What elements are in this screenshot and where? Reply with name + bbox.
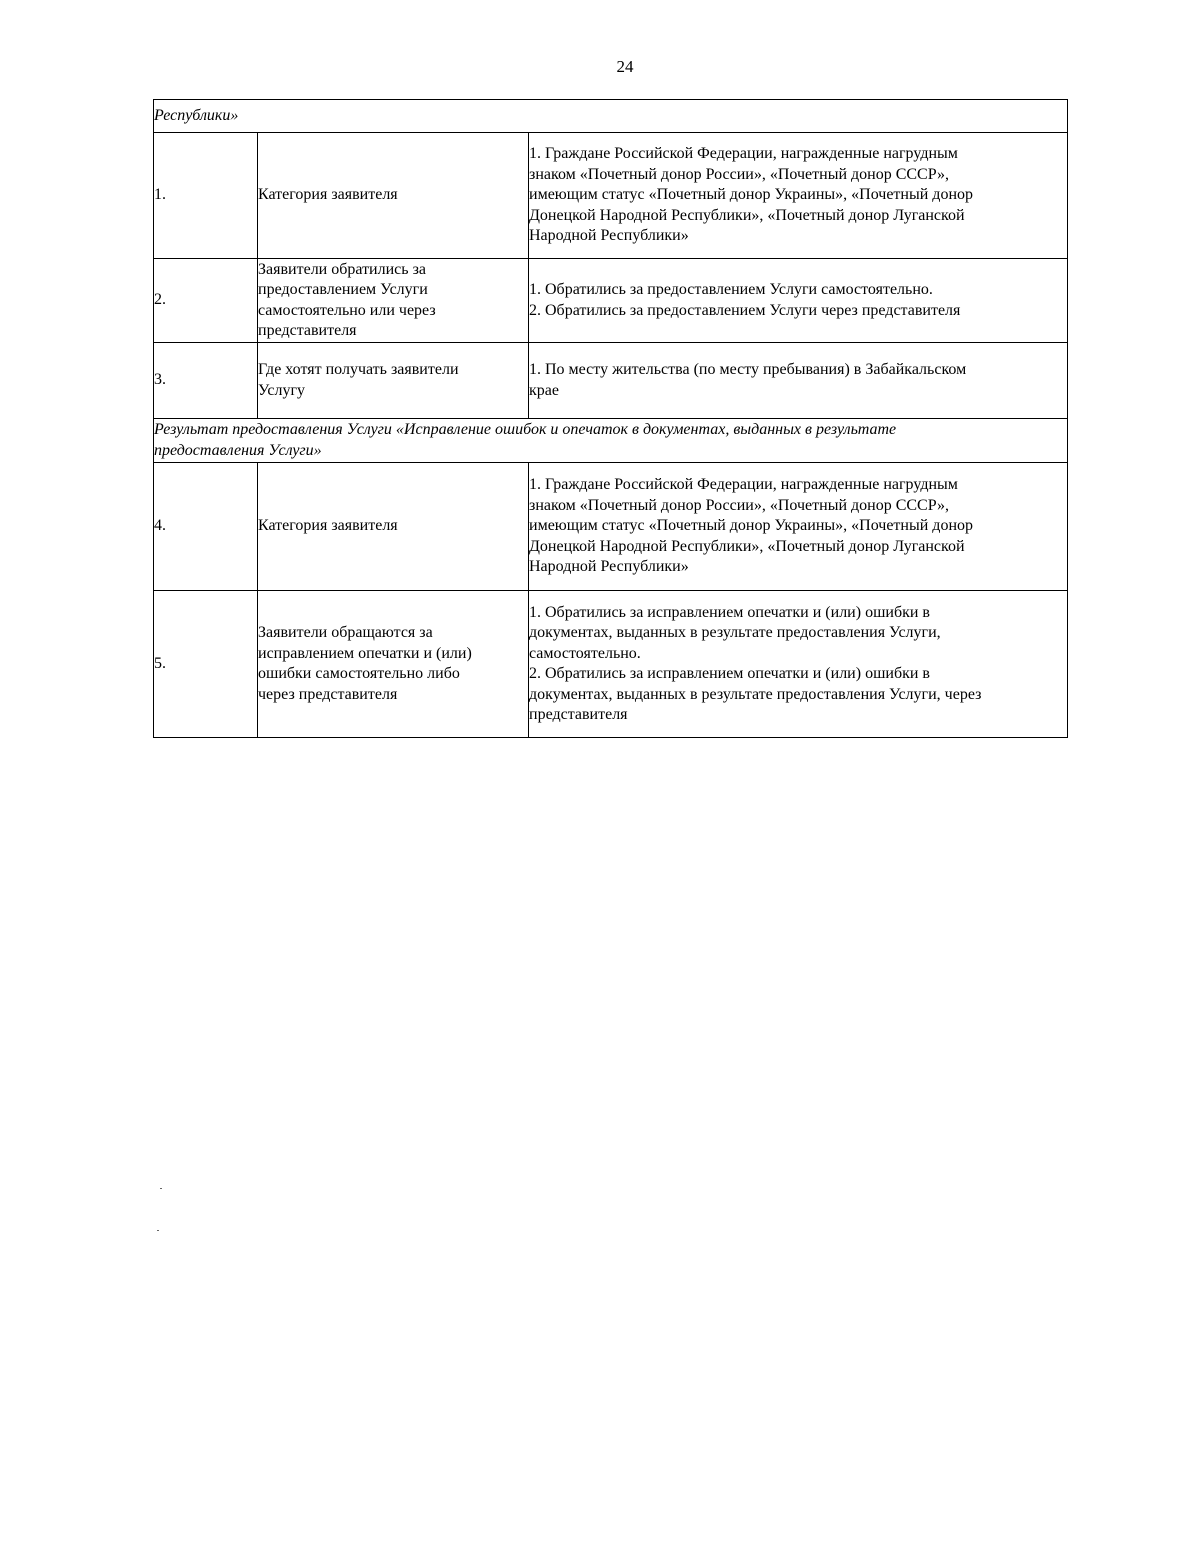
row-label-line: самостоятельно или через <box>258 301 436 319</box>
row-label-line: Где хотят получать заявители <box>258 361 459 378</box>
row-value-line: 1. Граждане Российской Федерации, награжденные нагрудным <box>529 145 958 163</box>
row-label-line: Услугу <box>258 381 306 399</box>
row-value-line: документах, выданных в результате предоставления Услуги, через <box>529 685 982 703</box>
applicant-options-table <box>153 99 1068 738</box>
section-heading <box>154 100 1068 133</box>
scan-speck <box>160 1188 162 1189</box>
row-value-line: документах, выданных в результате предоставления Услуги, <box>529 624 941 641</box>
row-value <box>529 133 1068 259</box>
page-number: 24 <box>616 57 634 76</box>
row-value <box>529 343 1068 419</box>
row-value-line: самостоятельно. <box>529 644 641 662</box>
row-value-line: имеющим статус «Почетный донор Украины», «Почетный донор <box>529 517 973 535</box>
row-value-line: представителя <box>529 706 628 723</box>
row-label-line: представителя <box>258 322 357 339</box>
row-value-line: Донецкой Народной Республики», «Почетный донор Луганской <box>529 206 965 224</box>
row-value-line: Народной Республики» <box>529 558 689 576</box>
section-heading-row <box>154 419 1068 463</box>
row-value <box>529 591 1068 738</box>
row-value-line: крае <box>529 381 559 399</box>
row-label <box>258 343 529 419</box>
row-value <box>529 259 1068 343</box>
row-value-line: знаком «Почетный донор России», «Почетный донор СССР», <box>529 496 950 514</box>
section-heading-line: Республики» <box>154 106 239 124</box>
table-row <box>154 259 1068 343</box>
row-label-line: Категория заявителя <box>258 186 398 204</box>
row-number: 3. <box>154 343 258 419</box>
row-number: 5. <box>154 591 258 738</box>
row-label <box>258 133 529 259</box>
row-number: 4. <box>154 463 258 591</box>
table-row <box>154 343 1068 419</box>
table-row <box>154 463 1068 591</box>
row-value-line: 1. По месту жительства (по месту пребывания) в Забайкальском <box>529 361 967 378</box>
row-label-line: Заявители обращаются за <box>258 624 433 641</box>
table-row <box>154 133 1068 259</box>
section-heading <box>154 419 1068 463</box>
row-value-line: Народной Республики» <box>529 227 689 245</box>
section-heading-line: Результат предоставления Услуги «Исправление ошибок и опечаток в документах, выданных в результате <box>154 421 897 438</box>
row-label-line: Заявители обратились за <box>258 260 426 278</box>
row-label-line: исправлением опечатки и (или) <box>258 644 472 662</box>
row-label-line: ошибки самостоятельно либо <box>258 665 460 682</box>
row-value-line: Донецкой Народной Республики», «Почетный донор Луганской <box>529 537 965 555</box>
row-value-line: имеющим статус «Почетный донор Украины», «Почетный донор <box>529 186 973 204</box>
row-label <box>258 463 529 591</box>
table-row <box>154 591 1068 738</box>
row-label-line: Категория заявителя <box>258 517 398 535</box>
row-value-line: 1. Обратились за предоставлением Услуги самостоятельно. <box>529 281 933 298</box>
row-value <box>529 463 1068 591</box>
row-value-line: 2. Обратились за предоставлением Услуги через представителя <box>529 301 961 319</box>
row-label-line: предоставлением Услуги <box>258 281 428 298</box>
row-number: 2. <box>154 259 258 343</box>
row-value-line: 2. Обратились за исправлением опечатки и (или) ошибки в <box>529 665 930 682</box>
row-value-line: 1. Граждане Российской Федерации, награжденные нагрудным <box>529 476 958 494</box>
row-number: 1. <box>154 133 258 259</box>
row-label <box>258 259 529 343</box>
scan-speck <box>157 1230 159 1231</box>
row-label-line: через представителя <box>258 685 398 703</box>
row-value-line: знаком «Почетный донор России», «Почетный донор СССР», <box>529 165 950 183</box>
row-label <box>258 591 529 738</box>
row-value-line: 1. Обратились за исправлением опечатки и (или) ошибки в <box>529 603 930 621</box>
section-heading-line: предоставления Услуги» <box>154 441 322 459</box>
section-heading-row <box>154 100 1068 133</box>
